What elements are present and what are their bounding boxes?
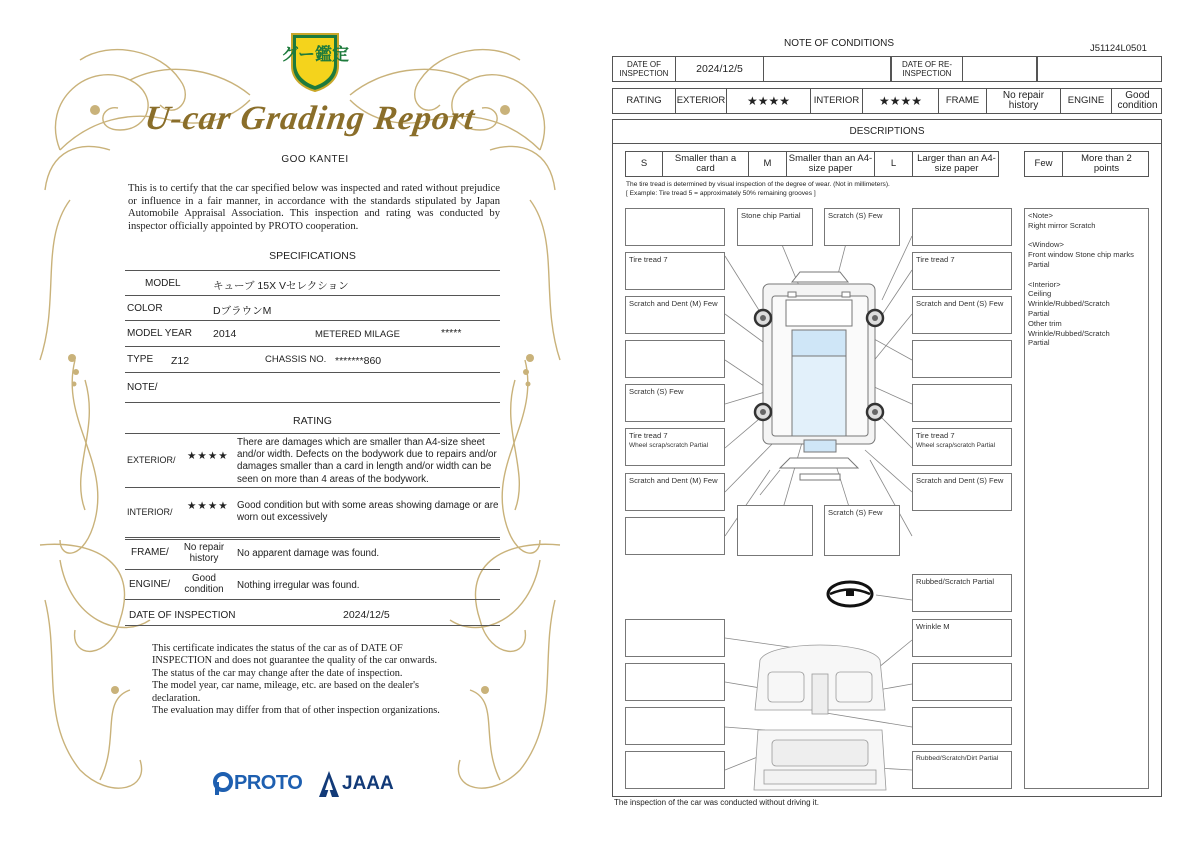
engine-label: ENGINE/ bbox=[129, 579, 171, 590]
footer-line: This certificate indicates the status of the car as of DATE OF bbox=[152, 643, 403, 654]
exterior-stars: ★★★★ bbox=[187, 450, 229, 462]
damage-box: Scratch (S) Few bbox=[824, 208, 900, 246]
note-label: NOTE/ bbox=[127, 382, 158, 393]
damage-box bbox=[912, 663, 1012, 701]
damage-box: Wrinkle M bbox=[912, 619, 1012, 657]
engine-value: Good condition bbox=[184, 573, 224, 595]
color-value: DブラウンM bbox=[213, 305, 272, 317]
damage-box bbox=[625, 751, 725, 789]
damage-box bbox=[912, 384, 1012, 422]
engine-description: Nothing irregular was found. bbox=[237, 580, 360, 591]
spec-row-year bbox=[125, 321, 500, 347]
rating-row-date bbox=[125, 600, 500, 626]
damage-box: Scratch (S) Few bbox=[824, 505, 900, 556]
color-label: COLOR bbox=[127, 303, 163, 314]
damage-box: Tire tread 7 bbox=[912, 252, 1012, 290]
rating-row-interior bbox=[125, 488, 500, 538]
inspection-date-label: DATE OF INSPECTION bbox=[613, 57, 676, 81]
interior-stars: ★★★★ bbox=[863, 89, 939, 113]
descriptions-heading: DESCRIPTIONS bbox=[613, 120, 1161, 144]
damage-box bbox=[912, 428, 1012, 466]
rating-row-exterior bbox=[125, 434, 500, 488]
jaaa-logo: JAAA bbox=[342, 773, 394, 794]
damage-box: Tire tread 7 bbox=[625, 252, 725, 290]
note-line: Partial bbox=[1028, 308, 1050, 318]
damage-box: Rubbed/Scratch Partial bbox=[912, 574, 1012, 612]
legend-few: Few bbox=[1025, 152, 1063, 176]
spec-row-color bbox=[125, 296, 500, 321]
box-line: Tire tread 7 bbox=[916, 431, 955, 440]
box-line: Wheel scrap/scratch Partial bbox=[629, 441, 709, 449]
jaaa-logo-icon bbox=[318, 770, 340, 798]
note-line: Ceiling bbox=[1028, 289, 1052, 299]
milage-value: ***** bbox=[441, 327, 462, 339]
rating-row-frame bbox=[125, 540, 500, 570]
frame-label: FRAME/ bbox=[131, 547, 169, 558]
spec-row-note bbox=[125, 373, 500, 403]
box-line: Tire tread 7 bbox=[629, 431, 668, 440]
damage-box: Scratch and Dent (S) Few bbox=[912, 473, 1012, 511]
box-line: Wheel scrap/scratch Partial bbox=[916, 441, 996, 449]
rating-label: RATING bbox=[613, 89, 676, 113]
footer-line: declaration. bbox=[152, 692, 201, 704]
sheet-title: NOTE OF CONDITIONS bbox=[784, 38, 894, 49]
spec-row-model bbox=[125, 272, 500, 296]
legend-l-text: Larger than an A4-size paper bbox=[917, 152, 996, 174]
certification-text: This is to certify that the car specified below was inspected and rated without prejudice or influence in a fair manner, in accordance with the standards stipulated by Japan Automobile Appraisal Association. This inspection and rating was conducted by inspector officially appointed by PROTO cooperation. bbox=[128, 183, 500, 232]
chassis-value: *******860 bbox=[335, 355, 382, 367]
exterior-stars: ★★★★ bbox=[727, 89, 811, 113]
report-title: U-car Grading Report bbox=[142, 100, 478, 137]
sheet-footer: The inspection of the car was conducted without driving it. bbox=[614, 798, 819, 807]
note-line: Wrinkle/Rubbed/Scratch bbox=[1028, 299, 1110, 309]
legend-s: S bbox=[626, 152, 663, 176]
damage-box: Rubbed/Scratch/Dirt Partial bbox=[912, 751, 1012, 789]
reinspection-date-label: DATE OF RE-INSPECTION bbox=[891, 57, 963, 81]
specifications-heading: SPECIFICATIONS bbox=[269, 250, 356, 262]
chassis-label: CHASSIS NO. bbox=[265, 354, 327, 365]
footer-line: INSPECTION and does not guarantee the quality of the car onwards. bbox=[152, 655, 438, 667]
damage-box bbox=[625, 208, 725, 246]
footer-line: The evaluation may differ from that of other inspection organizations. bbox=[152, 705, 440, 717]
damage-box: Stone chip Partial bbox=[737, 208, 813, 246]
engine-label: ENGINE bbox=[1061, 89, 1112, 113]
document-id: J51124L0501 bbox=[1090, 43, 1147, 54]
interior-label: INTERIOR/ bbox=[127, 507, 173, 517]
inspection-date-label: DATE OF INSPECTION bbox=[129, 610, 236, 621]
note-line: Partial bbox=[1028, 259, 1050, 269]
engine-value: Good condition bbox=[1117, 89, 1158, 111]
interior-stars: ★★★★ bbox=[187, 500, 229, 512]
certificate-footer bbox=[152, 643, 482, 717]
year-label: MODEL YEAR bbox=[127, 328, 193, 339]
interior-label: INTERIOR bbox=[811, 89, 863, 113]
note-line bbox=[1028, 270, 1145, 280]
inspection-date-value: 2024/12/5 bbox=[343, 609, 390, 621]
legend-few-text: More than 2 points bbox=[1081, 152, 1132, 174]
damage-box: Scratch and Dent (M) Few bbox=[625, 296, 725, 334]
goo-kantei-badge bbox=[281, 30, 349, 92]
milage-label: METERED MILAGE bbox=[315, 329, 400, 340]
note-line: <Note> bbox=[1028, 211, 1053, 220]
note-line bbox=[1028, 231, 1145, 241]
proto-logo-icon bbox=[212, 772, 234, 796]
legend-m: M bbox=[749, 152, 787, 176]
tire-note-line: The tire tread is determined by visual inspection of the degree of wear. (Not in millimeters). bbox=[626, 181, 890, 188]
damage-box bbox=[912, 208, 1012, 246]
badge-text: グー鑑定 bbox=[281, 45, 349, 65]
damage-box bbox=[625, 707, 725, 745]
note-line: Right mirror Scratch bbox=[1028, 220, 1096, 230]
damage-box bbox=[625, 428, 725, 466]
damage-box: Scratch and Dent (M) Few bbox=[625, 473, 725, 511]
spec-row-type bbox=[125, 347, 500, 373]
damage-box bbox=[625, 619, 725, 657]
frame-description: No apparent damage was found. bbox=[237, 548, 380, 559]
inspection-date-value: 2024/12/5 bbox=[676, 57, 764, 81]
note-line: Front window Stone chip marks bbox=[1028, 250, 1134, 260]
note-line: <Window> bbox=[1028, 240, 1064, 250]
tire-note-line: [ Example: Tire tread 5 = approximately 50% remaining grooves ] bbox=[626, 190, 816, 197]
legend-s-text: Smaller than a card bbox=[663, 152, 749, 176]
model-value: キューブ 15X Vセレクション bbox=[213, 280, 349, 292]
note-line: <Interior> bbox=[1028, 279, 1061, 289]
damage-box bbox=[625, 663, 725, 701]
footer-line: The status of the car may change after the date of inspection. bbox=[152, 667, 403, 679]
damage-box: Scratch (S) Few bbox=[625, 384, 725, 422]
exterior-label: EXTERIOR/ bbox=[127, 455, 176, 465]
note-line: Other trim bbox=[1028, 318, 1062, 328]
frame-value: No repair history bbox=[987, 89, 1061, 113]
damage-box bbox=[912, 340, 1012, 378]
exterior-label: EXTERIOR bbox=[676, 89, 727, 113]
proto-logo: PROTO bbox=[234, 772, 303, 794]
note-line: Partial bbox=[1028, 338, 1050, 348]
note-of-conditions-sheet bbox=[600, 0, 1200, 848]
legend-m-text: Smaller than an A4-size paper bbox=[787, 152, 875, 176]
steering-wheel-icon bbox=[828, 582, 872, 606]
notes-panel bbox=[1024, 208, 1149, 789]
type-value: Z12 bbox=[171, 355, 190, 367]
exterior-description: There are damages which are smaller than A4-size sheet and/or width. Defects on the bodywork due to repairs and/or damages smaller than a card in length and/or width can be seen on more than 4 areas of the bodywork. bbox=[237, 437, 497, 485]
interior-description: Good condition but with some areas showing damage or are worn out excessively bbox=[237, 500, 499, 524]
note-line: Wrinkle/Rubbed/Scratch bbox=[1028, 328, 1110, 338]
damage-box bbox=[625, 340, 725, 378]
frame-value: No repair history bbox=[183, 542, 225, 564]
damage-box bbox=[912, 707, 1012, 745]
damage-box bbox=[737, 505, 813, 556]
legend-l: L bbox=[875, 152, 913, 176]
year-value: 2014 bbox=[213, 328, 237, 340]
damage-box: Scratch and Dent (S) Few bbox=[912, 296, 1012, 334]
frame-label: FRAME bbox=[939, 89, 987, 113]
rating-row-engine bbox=[125, 570, 500, 600]
footer-line: The model year, car name, mileage, etc. are based on the dealer's bbox=[152, 680, 420, 692]
logos bbox=[212, 768, 402, 800]
damage-box bbox=[625, 517, 725, 555]
rating-heading: RATING bbox=[293, 415, 332, 427]
report-subtitle: GOO KANTEI bbox=[281, 154, 349, 165]
type-label: TYPE bbox=[127, 354, 154, 365]
model-label: MODEL bbox=[145, 278, 181, 289]
